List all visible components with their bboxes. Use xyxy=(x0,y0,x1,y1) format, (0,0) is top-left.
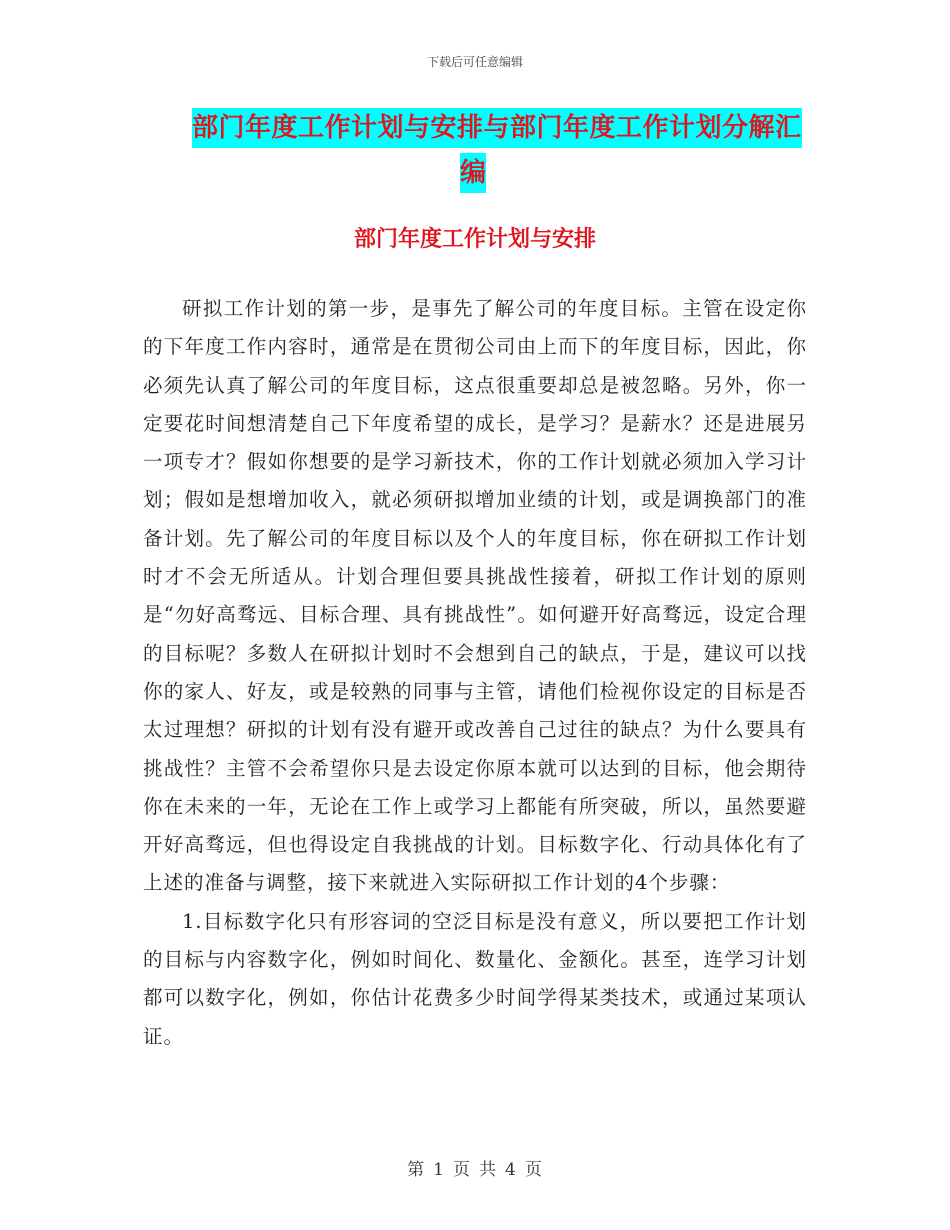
body-paragraph-1: 研拟工作计划的第一步，是事先了解公司的年度目标。主管在设定你的下年度工作内容时，通常是在贯彻公司由上而下的年度目标，因此，你必须先认真了解公司的年度目标，这点很重要却总是被忽略。另外，你一定要花时间想清楚自己下年度希望的成长，是学习？是薪水？还是进展另一项专才？假如你想要的是学习新技术，你的工作计划就必须加入学习计划；假如是想增加收入，就必须研拟增加业绩的计划，或是调换部门的准备计划。先了解公司的年度目标以及个人的年度目标，你在研拟工作计划时才不会无所适从。计划合理但要具挑战性接着，研拟工作计划的原则是“勿好高骛远、目标合理、具有挑战性”。如何避开好高骛远，设定合理的目标呢？多数人在研拟计划时不会想到自己的缺点，于是，建议可以找你的家人、好友，或是较熟的同事与主管，请他们检视你设定的目标是否太过理想？研拟的计划有没有避开或改善自己过往的缺点？为什么要具有挑战性？主管不会希望你只是去设定你原本就可以达到的目标，他会期待你在未来的一年，无论在工作上或学习上都能有所突破，所以，虽然要避开好高骛远，但也得设定自我挑战的计划。目标数字化、行动具体化有了上述的准备与调整，接下来就进入实际研拟工作计划的4个步骤： xyxy=(143,297,807,895)
footer-page-suffix: 页 xyxy=(524,1160,543,1180)
footer-page-mid: 页 xyxy=(453,1160,471,1180)
document-body xyxy=(143,290,807,1056)
body-paragraph-2: 1.目标数字化只有形容词的空泛目标是没有意义，所以要把工作计划的目标与内容数字化，例如时间化、数量化、金额化。甚至，连学习计划都可以数字化，例如，你估计花费多少时间学得某类技术，或通过某项认证。 xyxy=(143,909,807,1048)
footer-total-pages: 4 xyxy=(505,1160,517,1180)
footer-total-label: 共 xyxy=(479,1160,497,1180)
document-title-line-2: 编 xyxy=(460,153,486,193)
page-header-note: 下载后可任意编辑 xyxy=(426,55,523,69)
page-footer xyxy=(0,1155,950,1180)
document-title-line-1: 部门年度工作计划与安排与部门年度工作计划分解汇 xyxy=(192,108,802,148)
footer-page-number: 1 xyxy=(433,1160,445,1180)
footer-page-prefix: 第 xyxy=(407,1160,426,1180)
section-heading: 部门年度工作计划与安排 xyxy=(353,226,596,252)
document-title xyxy=(192,108,806,148)
